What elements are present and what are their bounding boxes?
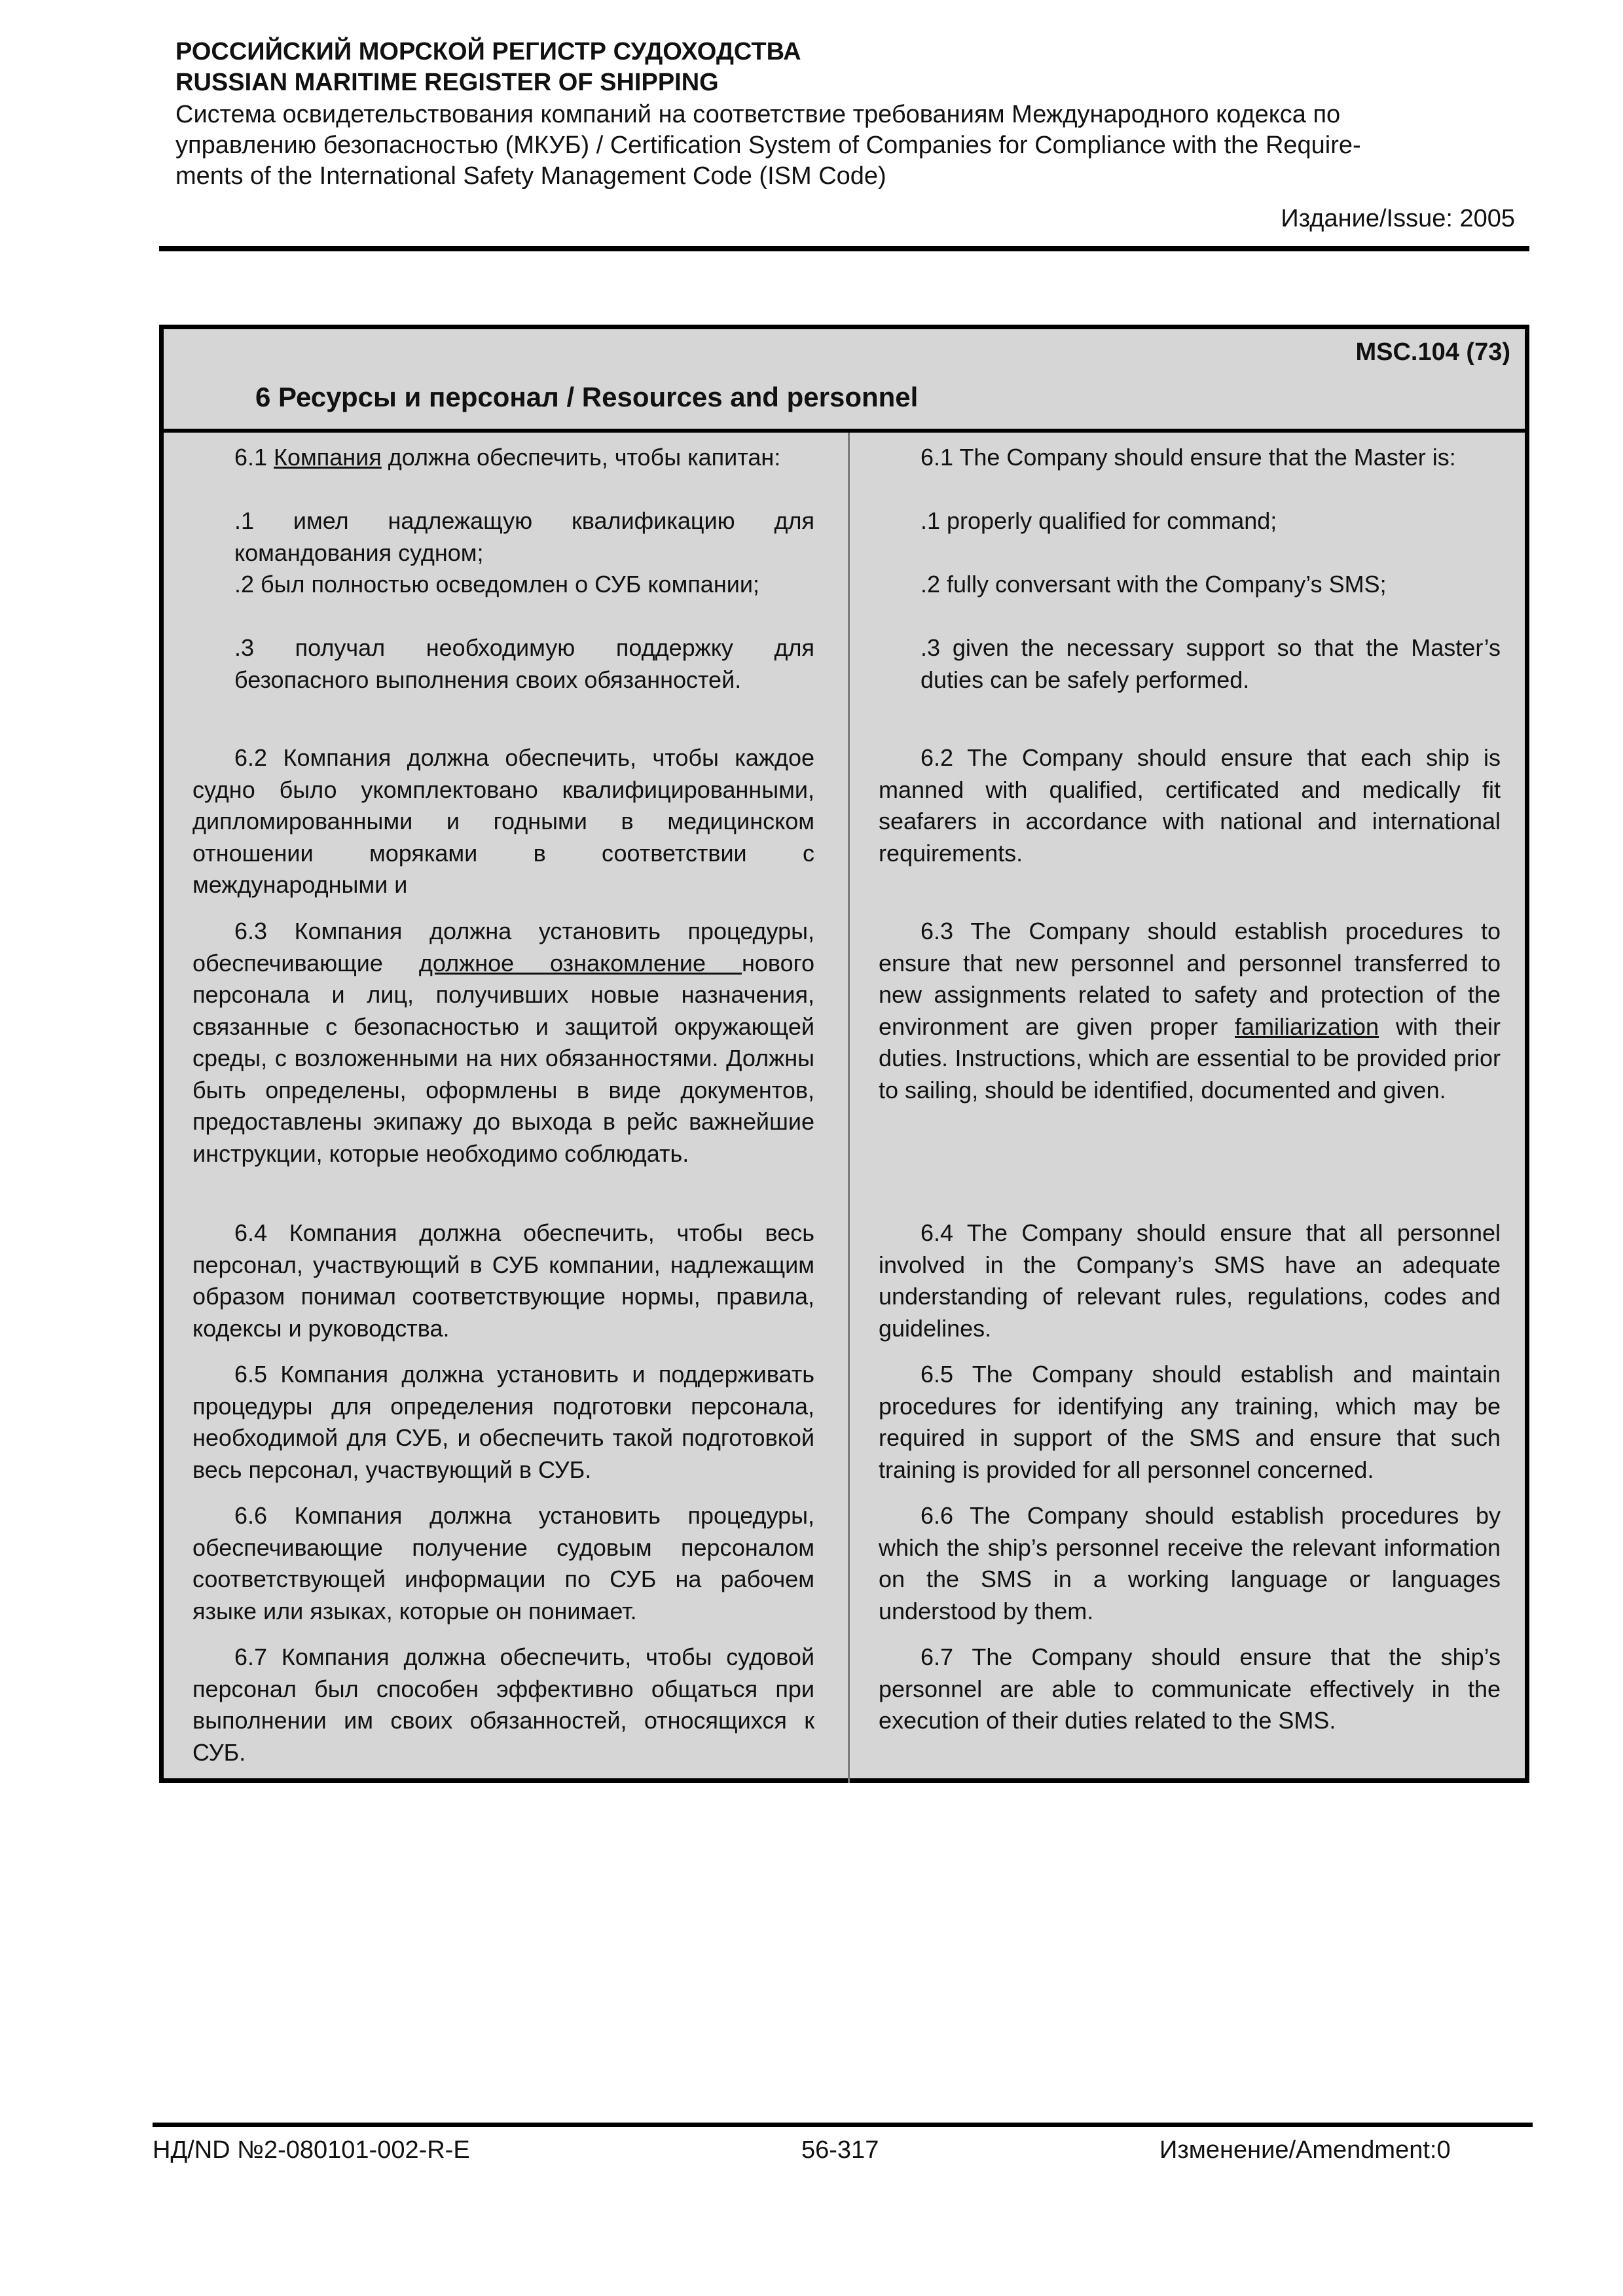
paragraph-6-6-ru: 6.6 Компания должна установить процедуры, обеспечивающие получение судовым персоналом соответствующей информации по СУБ на рабочем языке или языках, которые он понимает. bbox=[192, 1502, 814, 1624]
paragraph-6-5-ru: 6.5 Компания должна установить и поддерживать процедуры для определения подготовки персонала, необходимой для СУБ, и обеспечить такой подготовкой весь персонал, участвующий в СУБ. bbox=[192, 1361, 814, 1483]
paragraph-6-1-ru bbox=[192, 442, 814, 505]
item-6-1-2-ru: .2 был полностью осведомлен о СУБ компании; bbox=[234, 571, 759, 598]
system-title-line: Система освидетельствования компаний на соответствие требованиям Международного кодекса по bbox=[175, 101, 1341, 128]
org-name-ru: РОССИЙСКИЙ МОРСКОЙ РЕГИСТР СУДОХОДСТВА bbox=[175, 38, 801, 65]
item-6-1-1-ru: .1 имел надлежащую квалификацию для командования судном; bbox=[234, 507, 814, 566]
paragraph-6-7-en: 6.7 The Company should ensure that the ship’s personnel are able to communicate effectively in the execution of their duties related to the SMS. bbox=[879, 1643, 1501, 1734]
issue-label: Издание/Issue: 2005 bbox=[1281, 205, 1515, 232]
section-title: 6 Ресурсы и персонал / Resources and personnel bbox=[255, 382, 919, 412]
item-6-1-3-en: .3 given the necessary support so that the Master’s duties can be safely performed. bbox=[921, 634, 1501, 693]
paragraph-text: нового персонала и лиц, получивших новые назначения, связанные с безопасностью и защитой окружающей среды, с возложенными на них обязанностями. Должны быть определены, оформлены в виде документов, предоставлены экипажу до выхода в рейс важнейшие инструкции, которые необходимо соблюдать. bbox=[192, 949, 814, 1167]
amendment-label: Изменение/Amendment:0 bbox=[1159, 2136, 1451, 2164]
underlined-term: Компания bbox=[274, 444, 382, 471]
page-number: 56-317 bbox=[801, 2136, 879, 2164]
paragraph-6-4-en: 6.4 The Company should ensure that all personnel involved in the Company’s SMS have an adequate understanding of relevant rules, regulations, codes and guidelines. bbox=[879, 1219, 1501, 1342]
column-divider bbox=[848, 433, 850, 1783]
system-title-line: ments of the International Safety Management Code (ISM Code) bbox=[175, 162, 886, 190]
underlined-term: familiarization bbox=[1235, 1013, 1379, 1040]
footer-rule bbox=[153, 2123, 1533, 2127]
paragraph-text: with their duties. Instructions, which are essential to be provided prior to sailing, should be identified, documented and given. bbox=[879, 1013, 1501, 1103]
clause-number: 6.1 bbox=[234, 444, 274, 471]
system-title-line: управлению безопасностью (МКУБ) / Certification System of Companies for Compliance with the Require- bbox=[175, 132, 1361, 159]
paragraph-6-7-ru: 6.7 Компания должна обеспечить, чтобы судовой персонал был способен эффективно общаться при выполнении им своих обязанностей, относящихся к СУБ. bbox=[192, 1643, 814, 1766]
paragraph-text: 6.3 Компания должна установить процедуры, обеспечивающие bbox=[192, 918, 814, 977]
paragraph-6-6-en: 6.6 The Company should establish procedures by which the ship’s personnel receive the relevant information on the SMS in a working language or languages understood by them. bbox=[879, 1502, 1501, 1624]
paragraph-6-2-en: 6.2 The Company should ensure that each ship is manned with qualified, certificated and medically fit seafarers in accordance with national and international requirements. bbox=[879, 744, 1501, 867]
paragraph-text: 6.3 The Company should establish procedures to ensure that new personnel and personnel transferred to new assignments related to safety and protection of the environment are given proper bbox=[879, 918, 1501, 1040]
paragraph-6-2-ru: 6.2 Компания должна обеспечить, чтобы каждое судно было укомплектовано квалифицированными, дипломированными и годными в медицинском отношении моряками в соответствии с международными и bbox=[192, 744, 814, 898]
page-header bbox=[175, 37, 1515, 234]
paragraph-text: должна обеспечить, чтобы капитан: bbox=[381, 444, 781, 471]
english-column bbox=[879, 442, 1501, 1737]
paragraph-6-3-ru bbox=[192, 916, 814, 1217]
header-rule bbox=[159, 246, 1529, 251]
system-title bbox=[175, 99, 1515, 192]
section-code: MSC.104 (73) bbox=[1355, 338, 1510, 366]
paragraph-6-5-en: 6.5 The Company should establish and maintain procedures for identifying any training, which may be required in support of the SMS and ensure that such training is provided for all personnel concerned. bbox=[879, 1361, 1501, 1483]
item-6-1-3-ru: .3 получал необходимую поддержку для безопасного выполнения своих обязанностей. bbox=[234, 634, 814, 693]
paragraph-6-3-en bbox=[879, 916, 1501, 1217]
underlined-term: должное ознакомление bbox=[418, 949, 742, 977]
paragraph-6-1-en: 6.1 The Company should ensure that the Master is: bbox=[921, 444, 1456, 471]
paragraph-6-4-ru: 6.4 Компания должна обеспечить, чтобы весь персонал, участвующий в СУБ компании, надлежащим образом понимал соответствующие нормы, правила, кодексы и руководства. bbox=[192, 1219, 814, 1342]
item-6-1-1-en: .1 properly qualified for command; bbox=[921, 507, 1277, 534]
document-number: НД/ND №2-080101-002-R-E bbox=[153, 2136, 470, 2164]
section-header bbox=[164, 329, 1525, 433]
item-6-1-2-en: .2 fully conversant with the Company’s SMS; bbox=[921, 571, 1387, 598]
section-box bbox=[159, 325, 1529, 1783]
org-name-en: RUSSIAN MARITIME REGISTER OF SHIPPING bbox=[175, 69, 719, 96]
russian-column bbox=[192, 442, 814, 1768]
